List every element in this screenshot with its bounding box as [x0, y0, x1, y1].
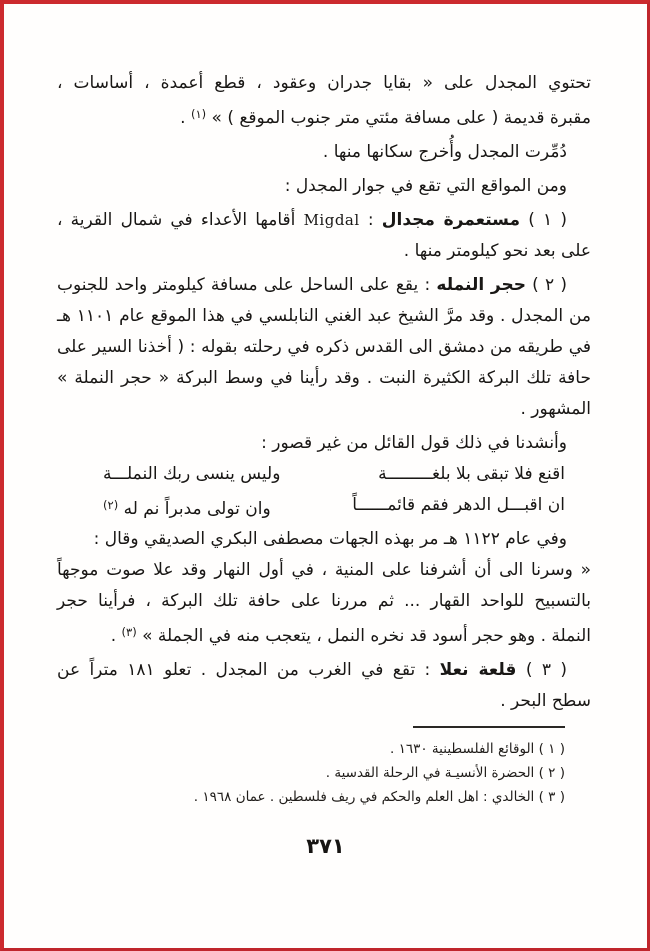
page-body-text [57, 68, 591, 717]
list-item-2-line: في طريقه من دمشق الى القدس ذكره في رحلته بقوله : ( أخذنا السير على [57, 337, 591, 357]
list-item-2-line [57, 270, 591, 301]
paragraph-text: مقبرة قديمة ( على مسافة مئتي متر جنوب الموقع ) » [206, 108, 591, 128]
hemistich-right: اقنع فلا تبقى بلا بلغـــــــــة [378, 464, 565, 484]
paragraph-line: تحتوي المجدل على « بقايا جدران وعقود ، قطع أعمدة ، أساسات ، [57, 73, 591, 93]
paragraph-text: . [110, 626, 122, 646]
list-item-2-line: حافة تلك البركة الكثيرة النبت . وقد رأينا في وسط البركة « حجر النملة » [57, 368, 591, 388]
list-item-1-line: على بعد نحو كيلومتر منها . [403, 241, 591, 261]
item-text: أقامها الأعداء في شمال القرية ، [57, 210, 304, 230]
item-text: : تقع في الغرب من المجدل . تعلو ١٨١ متراً عن [57, 660, 440, 680]
poetry-intro: وأنشدنا في ذلك قول القائل من غير قصور : [261, 433, 567, 453]
paragraph-line: دُمِّرت المجدل وأُخرج سكانها منها . [322, 142, 567, 162]
item-text: : يقع على الساحل على مسافة كيلومتر واحد للجنوب [57, 275, 437, 295]
paragraph-line [57, 617, 591, 652]
paragraph-line [57, 99, 591, 134]
paragraph-text: . [180, 108, 191, 128]
item-number: ( ١ ) [520, 210, 567, 230]
footnotes-block [125, 726, 565, 809]
paragraph-line: « وسرنا الى أن أشرفنا على المنية ، في أول النهار وقد علا صوت موجهاً [57, 560, 591, 580]
page-number: ٣٧١ [306, 834, 345, 858]
list-item-2-line: من المجدل . وقد مرَّ الشيخ عبد الغني النابلسي في هذا الموقع عام ١١٠١ هـ [57, 306, 591, 326]
item-title: مستعمرة مجدال [381, 210, 521, 230]
paragraph-text: النملة . وهو حجر أسود قد نخره النمل ، يتعجب منه في الجملة » [136, 626, 591, 646]
hemistich-right: ان اقبـــل الدهر فقم قائمــــــاً [352, 495, 565, 515]
item-title: قلعة نعلا [439, 660, 517, 680]
item-separator: : [359, 210, 382, 230]
footnote-3: ( ٣ ) الخالدي : اهل العلم والحكم في ريف فلسطين . عمان ١٩٦٨ . [193, 789, 565, 805]
list-item-2-line: المشهور . [520, 399, 591, 419]
footnote-2: ( ٢ ) الحضرة الأنسيـة في الرحلة القدسية . [325, 765, 565, 781]
list-item-1-line [57, 205, 591, 236]
hemistich-text: وان تولى مدبراً نم له [118, 499, 271, 519]
footnote-separator-rule [413, 726, 565, 728]
poetry-verse-1 [57, 459, 591, 490]
item-number: ( ٣ ) [516, 660, 567, 680]
footnote-ref-1: (١) [190, 107, 207, 121]
paragraph-line: وفي عام ١١٢٢ هـ مر بهذه الجهات مصطفى البكري الصديقي وقال : [93, 529, 567, 549]
paragraph-line: بالتسبيح للواحد القهار ... ثم مررنا على حافة تلك البركة ، فرأينا حجر [57, 591, 591, 611]
poetry-verse-2 [57, 490, 591, 521]
footnote-1: ( ١ ) الوقائع الفلسطينية ١٦٣٠ . [390, 741, 565, 757]
item-title: حجر النمله [436, 275, 526, 295]
list-item-3-line [57, 655, 591, 686]
footnote-ref-2: (٢) [103, 498, 119, 512]
list-item-3-line: سطح البحر . [500, 691, 591, 711]
latin-name-migdal: Migdal [303, 211, 360, 229]
hemistich-left [103, 490, 271, 521]
item-number: ( ٢ ) [525, 275, 567, 295]
paragraph-line: ومن المواقع التي تقع في جوار المجدل : [284, 176, 567, 196]
footnote-ref-3: (٣) [121, 625, 137, 639]
hemistich-left: وليس ينسى ربك النملـــة [103, 464, 281, 484]
